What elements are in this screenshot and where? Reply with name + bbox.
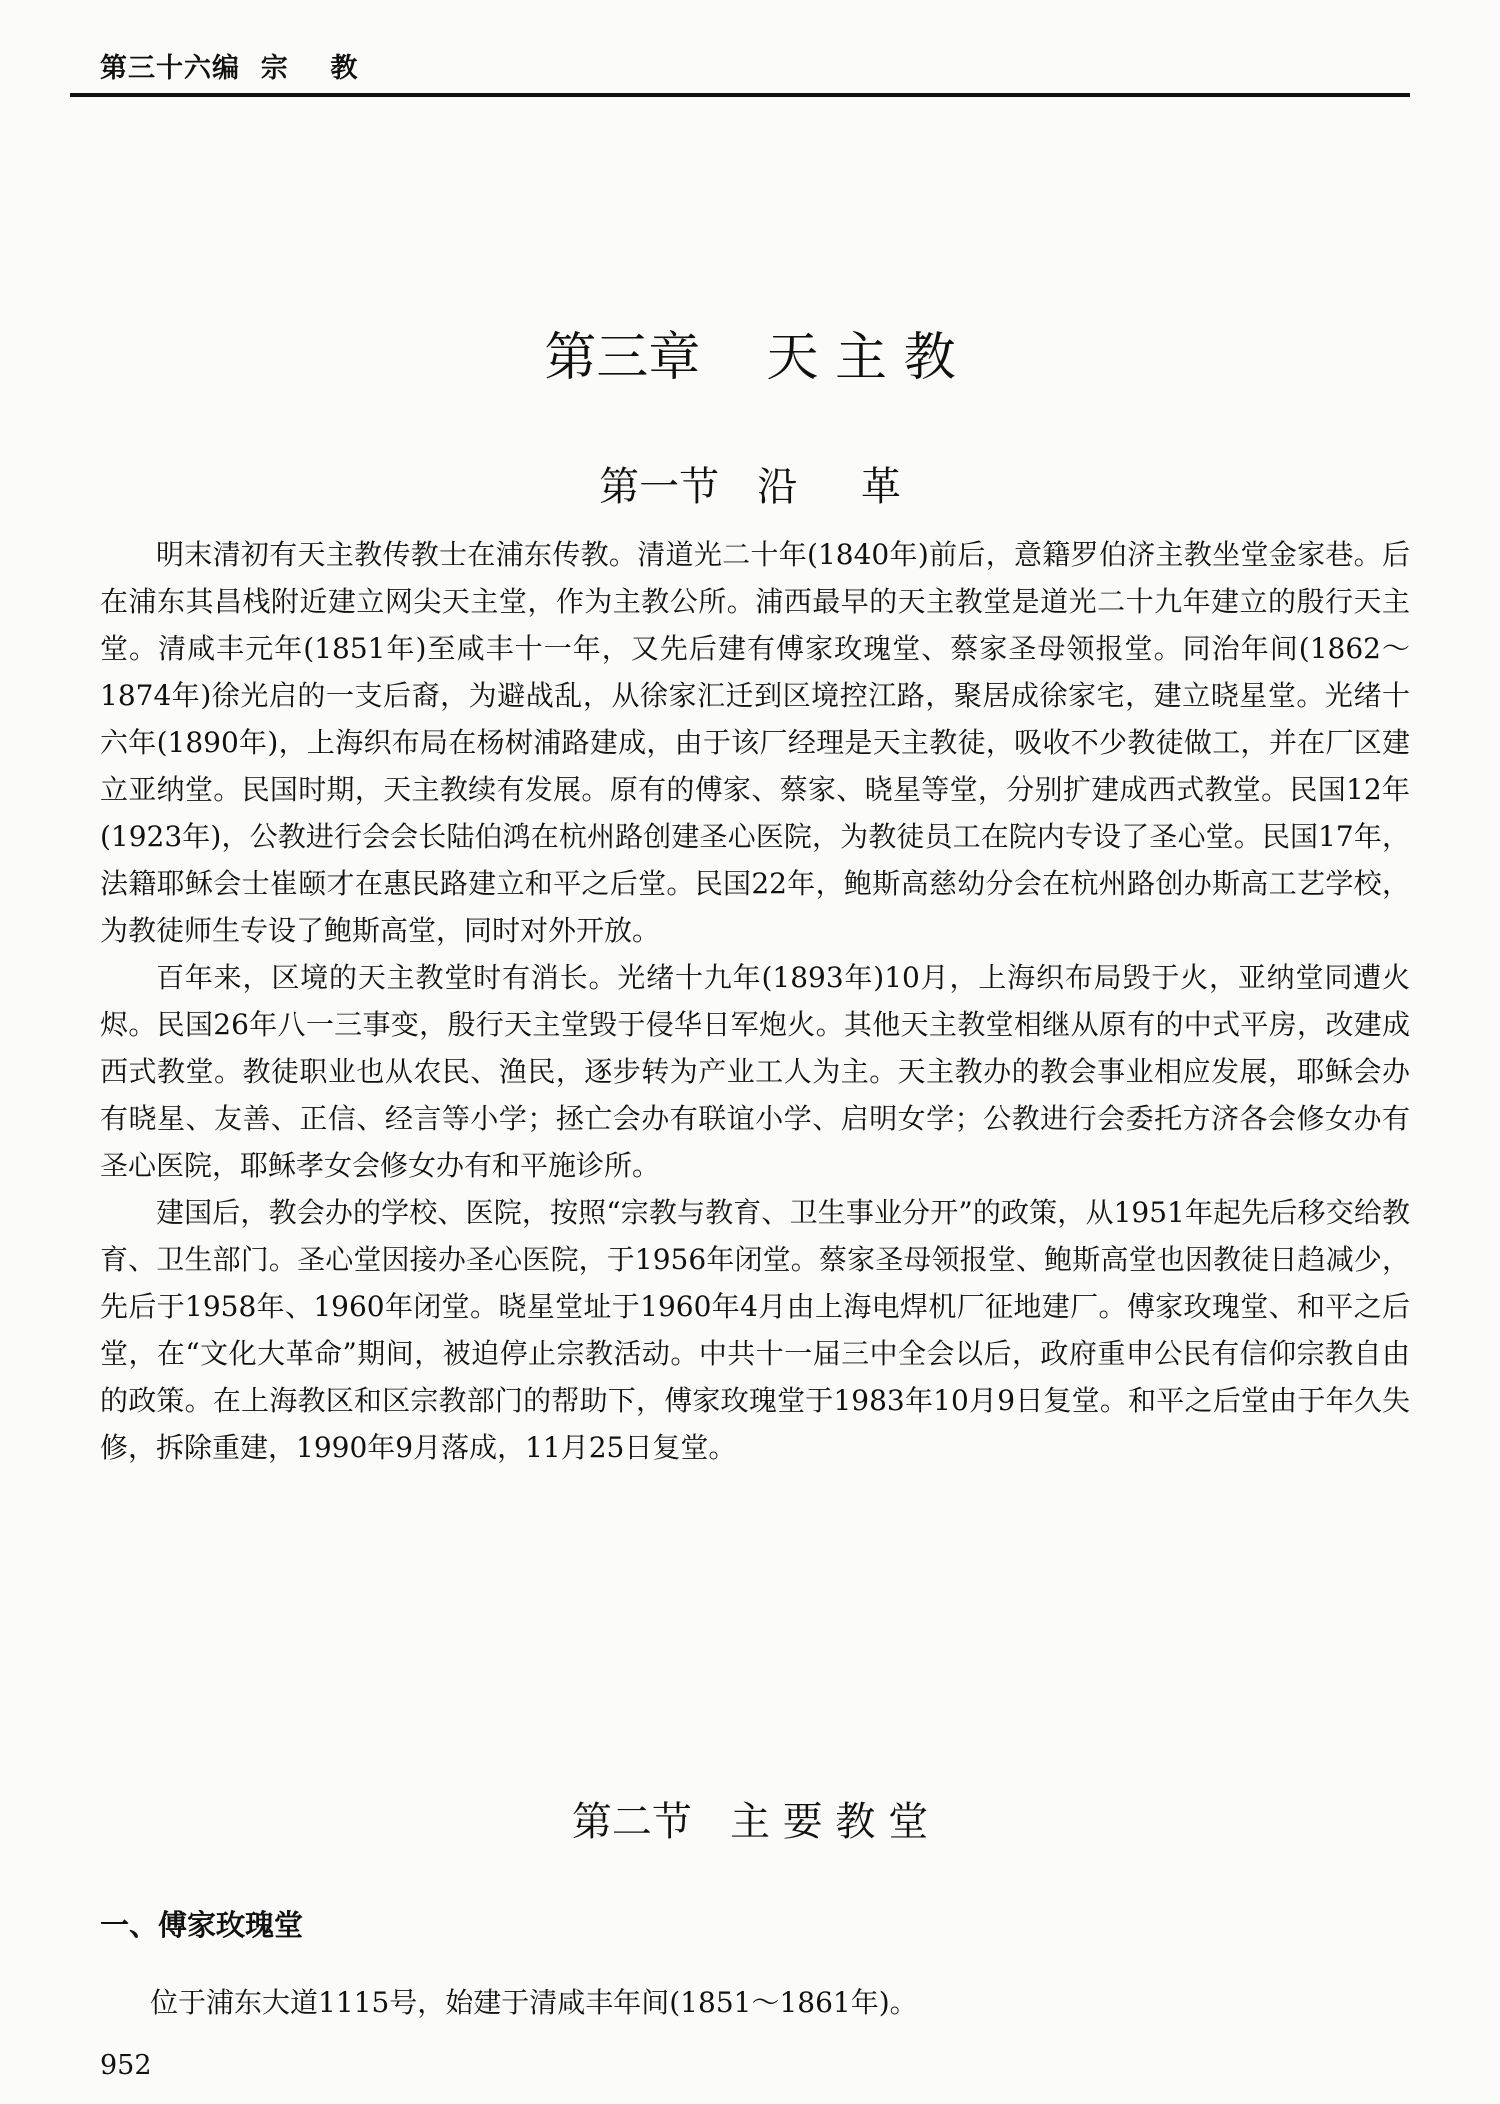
subsection-heading: 一、傅家玫瑰堂 <box>100 1908 304 1942</box>
paragraph-3: 建国后，教会办的学校、医院，按照“宗教与教育、卫生事业分开”的政策，从1951年起先后移交给教育、卫生部门。圣心堂因接办圣心医院，于1956年闭堂。蔡家圣母领报堂、鲍斯高堂也因教徒日趋减少，先后于1958年、1960年闭堂。晓星堂址于1960年4月由上海电焊机厂征地建厂。傅家玫瑰堂、和平之后堂，在“文化大革命”期间，被迫停止宗教活动。中共十一届三中全会以后，政府重申公民有信仰宗教自由的政策。在上海教区和区宗教部门的帮助下，傅家玫瑰堂于1983年10月9日复堂。和平之后堂由于年久失修，拆除重建，1990年9月落成，11月25日复堂。 <box>100 1196 1410 1464</box>
running-header: 第三十六编 宗 教 <box>100 53 359 84</box>
paragraph-1: 明末清初有天主教传教士在浦东传教。清道光二十年(1840年)前后，意籍罗伯济主教坐堂金家巷。后在浦东其昌栈附近建立网尖天主堂，作为主教公所。浦西最早的天主教堂是道光二十九年建立的殷行天主堂。清咸丰元年(1851年)至咸丰十一年，又先后建有傅家玫瑰堂、蔡家圣母领报堂。同治年间(1862～1874年)徐光启的一支后裔，为避战乱，从徐家汇迁到区境控江路，聚居成徐家宅，建立晓星堂。光绪十六年(1890年)，上海织布局在杨树浦路建成，由于该厂经理是天主教徒，吸收不少教徒做工，并在厂区建立亚纳堂。民国时期，天主教续有发展。原有的傅家、蔡家、晓星等堂，分别扩建成西式教堂。民国12年(1923年)，公教进行会会长陆伯鸿在杭州路创建圣心医院，为教徒员工在院内专设了圣心堂。民国17年，法籍耶稣会士崔颐才在惠民路建立和平之后堂。民国22年，鲍斯高慈幼分会在杭州路创办斯高工艺学校，为教徒师生专设了鲍斯高堂，同时对外开放。 <box>100 538 1410 947</box>
section-title-1: 第一节 沿 革 <box>599 464 901 510</box>
subsection-text: 位于浦东大道1115号，始建于清咸丰年间(1851～1861年)。 <box>150 1986 918 2019</box>
paragraph-2: 百年来，区境的天主教堂时有消长。光绪十九年(1893年)10月，上海织布局毁于火，亚纳堂同遭火烬。民国26年八一三事变，殷行天主堂毁于侵华日军炮火。其他天主教堂相继从原有的中式平房，改建成西式教堂。教徒职业也从农民、渔民，逐步转为产业工人为主。天主教办的教会事业相应发展，耶稣会办有晓星、友善、正信、经言等小学；拯亡会办有联谊小学、启明女学；公教进行会委托方济各会修女办有圣心医院，耶稣孝女会修女办有和平施诊所。 <box>100 961 1410 1182</box>
page-number: 952 <box>100 2050 152 2081</box>
section-1-body <box>100 531 1410 1471</box>
header-rule <box>70 93 1410 97</box>
chapter-title: 第三章 天 主 教 <box>544 328 956 388</box>
section-title-2: 第二节 主 要 教 堂 <box>571 1799 929 1845</box>
